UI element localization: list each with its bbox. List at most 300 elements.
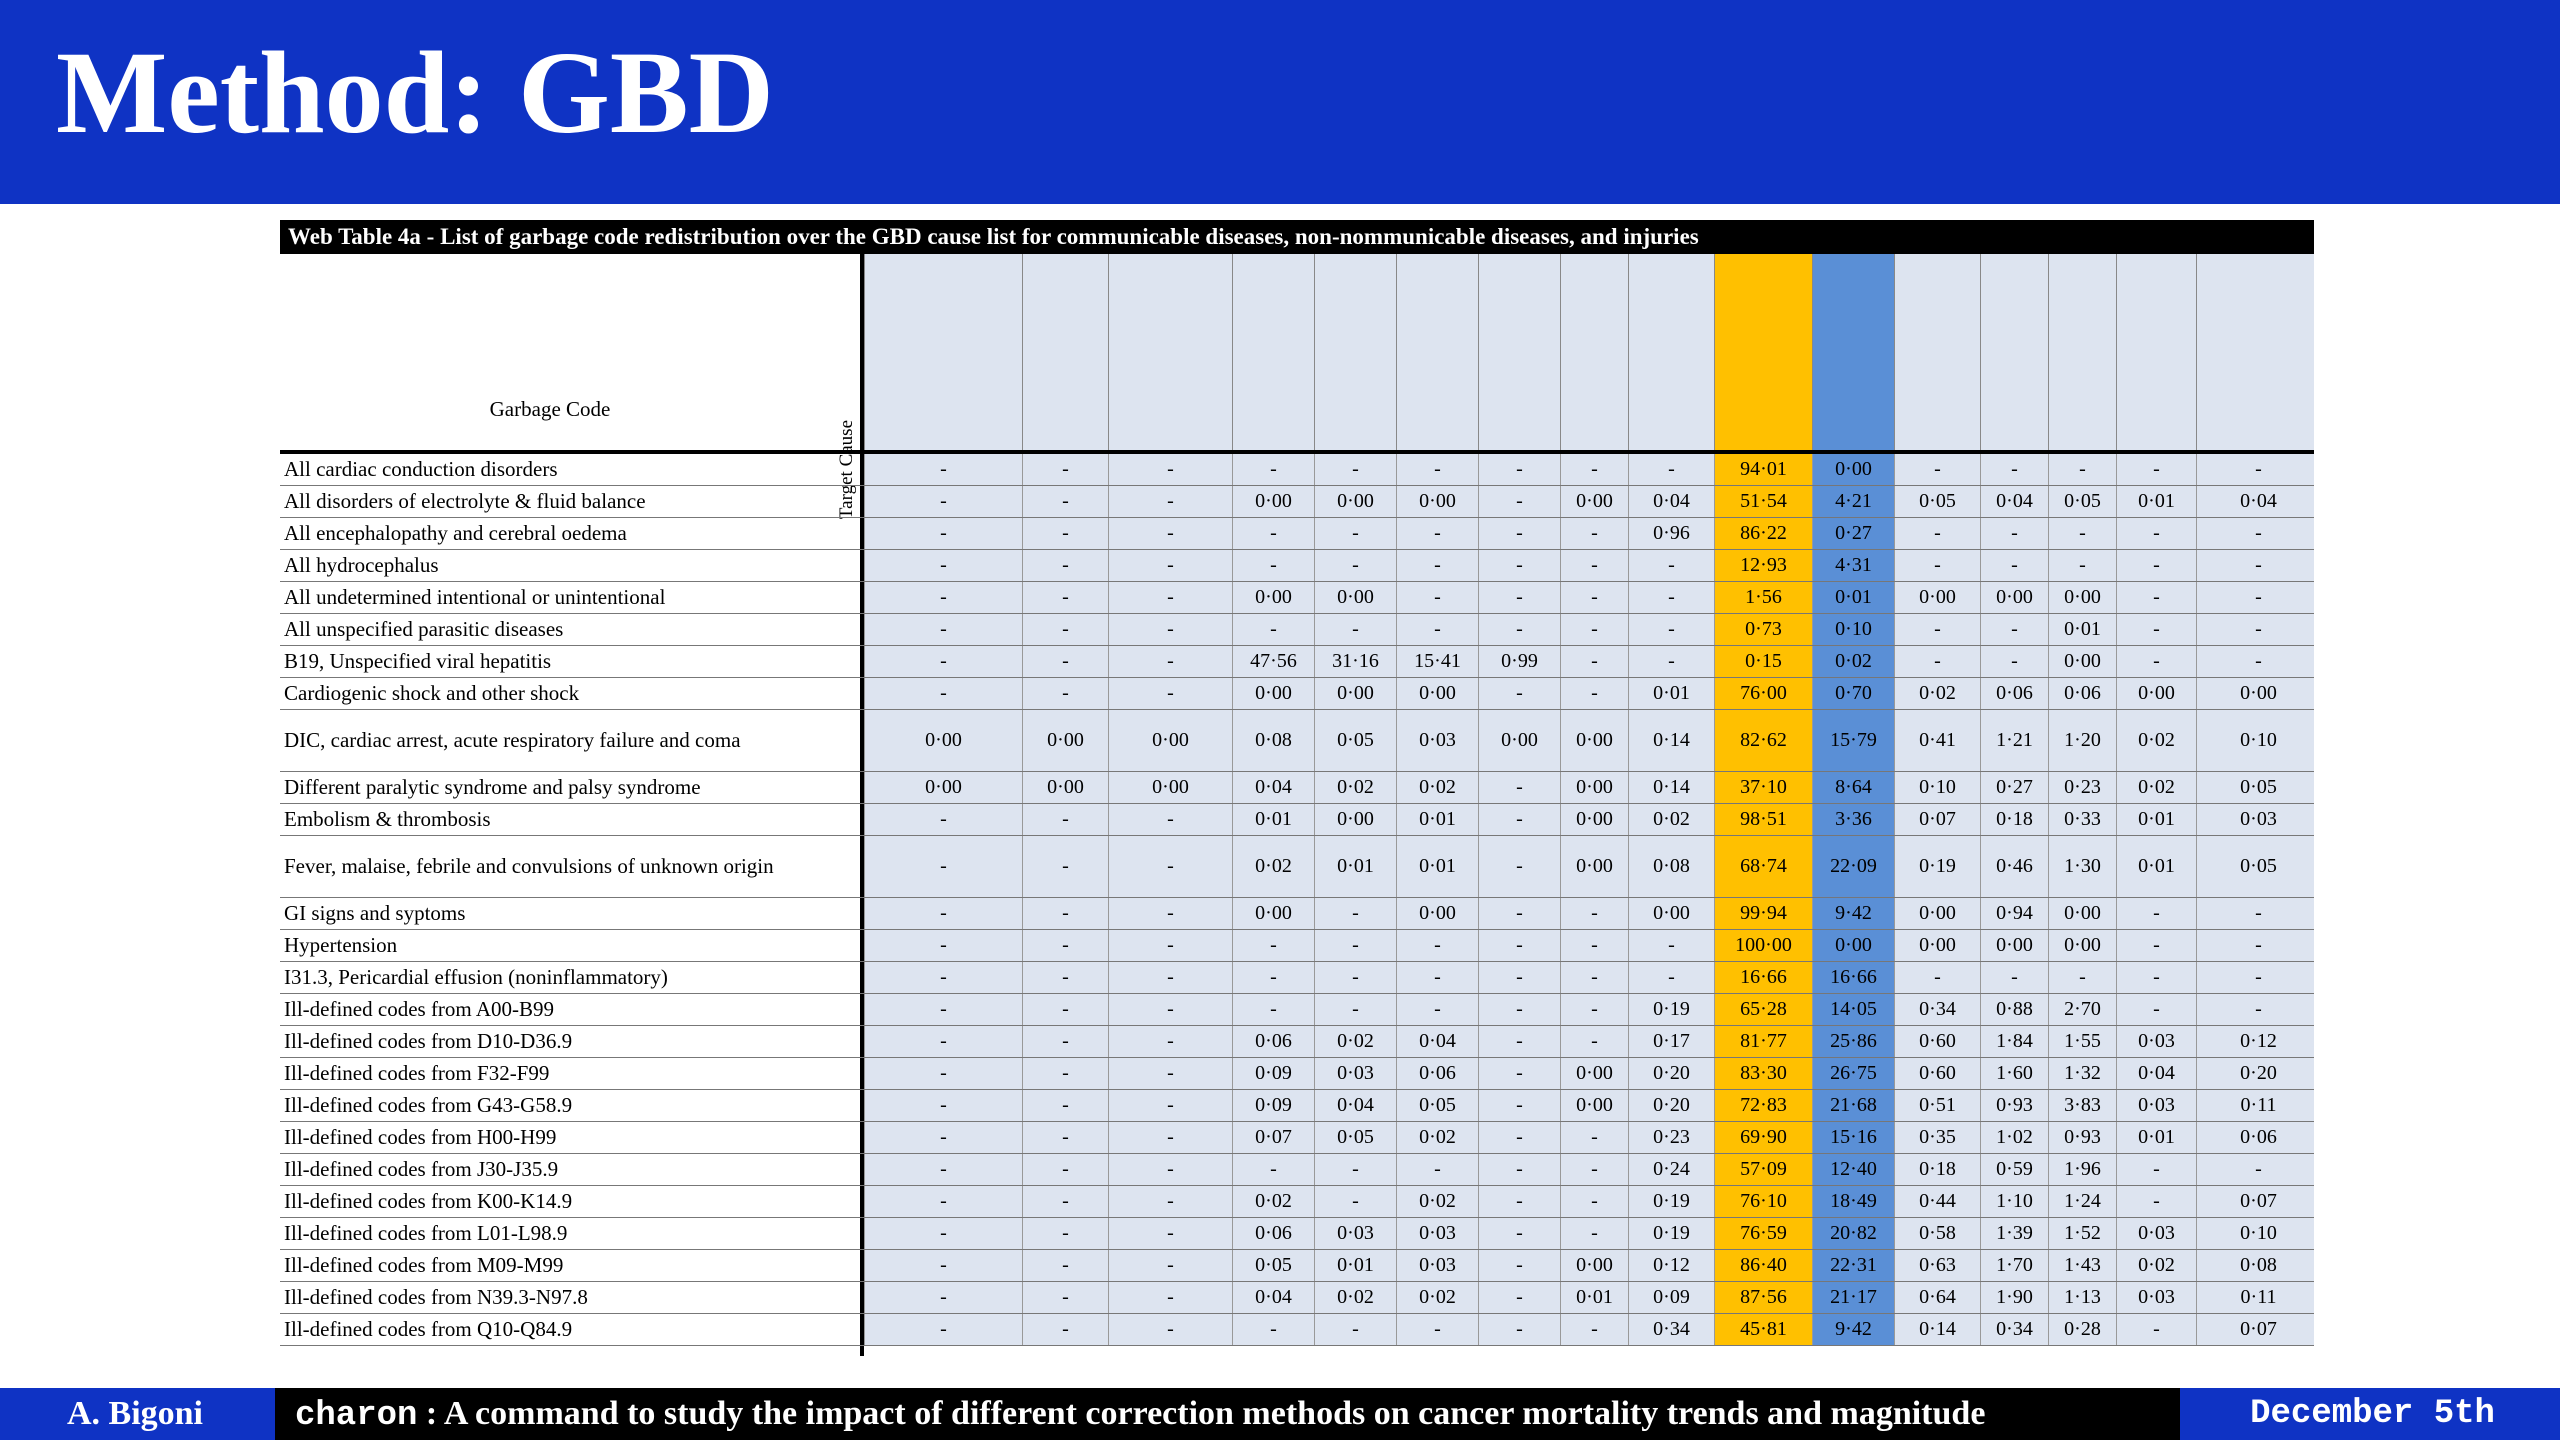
table-cell: -	[1022, 1058, 1108, 1089]
table-cell: -	[1022, 962, 1108, 993]
table-cell: -	[1314, 518, 1396, 549]
table-cell: -	[1232, 930, 1314, 961]
column-header	[2048, 254, 2116, 450]
table-cell: 0·02	[1314, 772, 1396, 803]
table-cell: -	[1396, 614, 1478, 645]
garbage-code-name: Ill-defined codes from M09-M99	[284, 1253, 564, 1277]
table-cell: 0·02	[1314, 1026, 1396, 1057]
table-cell: -	[864, 1154, 1022, 1185]
table-cell: -	[2048, 962, 2116, 993]
table-cell: -	[1980, 550, 2048, 581]
table-cell: -	[864, 1250, 1022, 1281]
table-cell: -	[1022, 1282, 1108, 1313]
table-cell: 82·62	[1714, 710, 1812, 771]
table-cell: 1·10	[1980, 1186, 2048, 1217]
table-cell: 0·01	[1232, 804, 1314, 835]
table-cell: 0·02	[1396, 772, 1478, 803]
table-cell: 0·18	[1980, 804, 2048, 835]
table-cell: -	[1628, 930, 1714, 961]
table-cell: 1·56	[1714, 582, 1812, 613]
garbage-code-name: Ill-defined codes from L01-L98.9	[284, 1221, 568, 1245]
table-cell: 0·07	[2196, 1314, 2314, 1345]
table-cell: 0·41	[1894, 710, 1980, 771]
table-cell: 0·03	[1396, 710, 1478, 771]
table-cell: 0·01	[2116, 804, 2196, 835]
table-cell: -	[2116, 550, 2196, 581]
table-cell: -	[1478, 518, 1560, 549]
table-cell: 0·00	[2048, 582, 2116, 613]
table-cell: -	[1108, 1250, 1232, 1281]
table-cell: 0·04	[1314, 1090, 1396, 1121]
table-cell: -	[1980, 614, 2048, 645]
garbage-code-name: Ill-defined codes from D10-D36.9	[284, 1029, 573, 1053]
garbage-code-name: Hypertension	[284, 933, 398, 957]
table-cell: -	[1560, 1026, 1628, 1057]
table-cell: 1·84	[1980, 1026, 2048, 1057]
table-cell: -	[2116, 994, 2196, 1025]
table-cell: 0·05	[2196, 836, 2314, 897]
table-cell: 0·00	[1232, 486, 1314, 517]
table-cell: -	[1022, 804, 1108, 835]
table-cell: 0·00	[1314, 678, 1396, 709]
table-cell: 0·07	[1894, 804, 1980, 835]
table-cell: 0·34	[1894, 994, 1980, 1025]
table-cell: -	[1022, 486, 1108, 517]
table-cell: 0·02	[1232, 1186, 1314, 1217]
garbage-code-name: GI signs and syptoms	[284, 901, 466, 925]
table-cell: -	[1108, 678, 1232, 709]
table-cell: -	[1108, 1026, 1232, 1057]
table-cell: 0·09	[1232, 1058, 1314, 1089]
table-cell: 1·96	[2048, 1154, 2116, 1185]
table-cell: 94·01	[1714, 454, 1812, 485]
table-cell: -	[1980, 518, 2048, 549]
table-cell: -	[1396, 454, 1478, 485]
table-cell: 0·05	[1314, 710, 1396, 771]
column-header	[1022, 254, 1108, 450]
table-cell: -	[1022, 1122, 1108, 1153]
table-cell: -	[1314, 994, 1396, 1025]
table-cell: -	[1022, 1218, 1108, 1249]
table-cell: 14·05	[1812, 994, 1894, 1025]
table-cell: 0·24	[1628, 1154, 1714, 1185]
table-cell: -	[864, 1090, 1022, 1121]
table-cell: 0·58	[1894, 1218, 1980, 1249]
table-cell: 0·01	[2116, 836, 2196, 897]
garbage-code-name: Ill-defined codes from K00-K14.9	[284, 1189, 573, 1213]
table-cell: 0·03	[1314, 1058, 1396, 1089]
table-cell: -	[1628, 962, 1714, 993]
table-cell: 1·60	[1980, 1058, 2048, 1089]
table-cell: 0·11	[2196, 1090, 2314, 1121]
table-cell: 0·10	[1812, 614, 1894, 645]
table-cell: 57·09	[1714, 1154, 1812, 1185]
table-cell: -	[2196, 550, 2314, 581]
table-cell: -	[1628, 454, 1714, 485]
garbage-code-name: I31.3, Pericardial effusion (noninflammatory)	[284, 965, 668, 989]
table-cell: 0·93	[2048, 1122, 2116, 1153]
table-cell: -	[1232, 1314, 1314, 1345]
table-cell: -	[1478, 582, 1560, 613]
table-row	[280, 582, 2314, 614]
table-cell: 0·10	[2196, 1218, 2314, 1249]
footer-package: charon	[295, 1397, 418, 1435]
table-cell: 0·01	[1396, 836, 1478, 897]
table-cell: -	[1396, 930, 1478, 961]
table-cell: 22·31	[1812, 1250, 1894, 1281]
table-cell: 0·44	[1894, 1186, 1980, 1217]
table-row	[280, 1218, 2314, 1250]
table-cell: 0·00	[864, 772, 1022, 803]
table-cell: -	[2116, 1154, 2196, 1185]
table-cell: 2·70	[2048, 994, 2116, 1025]
table-cell: 65·28	[1714, 994, 1812, 1025]
table-cell: 0·00	[1560, 1250, 1628, 1281]
table-cell: 0·04	[1980, 486, 2048, 517]
table-cell: -	[1560, 962, 1628, 993]
table-cell: -	[864, 898, 1022, 929]
table-cell: 0·01	[1560, 1282, 1628, 1313]
table-cell: 0·06	[1980, 678, 2048, 709]
table-cell: -	[1478, 1282, 1560, 1313]
table-cell: -	[864, 454, 1022, 485]
table-cell: 0·99	[1478, 646, 1560, 677]
table-cell: 0·27	[1812, 518, 1894, 549]
table-cell: 0·03	[2116, 1282, 2196, 1313]
table-cell: 0·00	[1314, 804, 1396, 835]
table-cell: -	[1396, 1314, 1478, 1345]
table-cell: -	[2116, 582, 2196, 613]
table-cell: 0·02	[2116, 772, 2196, 803]
table-cell: 0·02	[1396, 1186, 1478, 1217]
table-cell: -	[1108, 454, 1232, 485]
table-cell: -	[1314, 614, 1396, 645]
table-row	[280, 898, 2314, 930]
table-row	[280, 1026, 2314, 1058]
table-cell: -	[1108, 930, 1232, 961]
column-header	[1108, 254, 1232, 450]
table-cell: 76·59	[1714, 1218, 1812, 1249]
table-cell: 21·68	[1812, 1090, 1894, 1121]
table-cell: -	[1314, 1154, 1396, 1185]
table-cell: 1·43	[2048, 1250, 2116, 1281]
table-cell: 0·02	[1232, 836, 1314, 897]
table-cell: -	[1108, 804, 1232, 835]
table-cell: -	[1560, 582, 1628, 613]
table-cell: 0·00	[1560, 710, 1628, 771]
table-row	[280, 930, 2314, 962]
table-cell: 0·20	[1628, 1058, 1714, 1089]
table-cell: 0·00	[1396, 486, 1478, 517]
garbage-code-name: All unspecified parasitic diseases	[284, 617, 564, 641]
table-cell: 1·13	[2048, 1282, 2116, 1313]
table-cell: 0·02	[1396, 1282, 1478, 1313]
table-cell: -	[1022, 1186, 1108, 1217]
table-cell: -	[2116, 614, 2196, 645]
table-cell: -	[1560, 994, 1628, 1025]
table-cell: 0·14	[1894, 1314, 1980, 1345]
table-cell: -	[2048, 454, 2116, 485]
table-cell: 1·55	[2048, 1026, 2116, 1057]
table-cell: -	[1478, 1186, 1560, 1217]
table-cell: -	[1478, 1058, 1560, 1089]
table-cell: -	[1894, 646, 1980, 677]
table-cell: 0·00	[1980, 582, 2048, 613]
table-cell: -	[1232, 550, 1314, 581]
table-cell: 0·01	[2116, 1122, 2196, 1153]
table-cell: 4·31	[1812, 550, 1894, 581]
table-cell: -	[1894, 962, 1980, 993]
table-cell: 0·06	[1396, 1058, 1478, 1089]
table-cell: -	[1560, 898, 1628, 929]
table-cell: -	[1478, 836, 1560, 897]
table-cell: -	[864, 582, 1022, 613]
table-cell: -	[864, 1026, 1022, 1057]
table-cell: 87·56	[1714, 1282, 1812, 1313]
table-cell: -	[1108, 1314, 1232, 1345]
table-row	[280, 1186, 2314, 1218]
table-cell: 0·00	[2048, 898, 2116, 929]
table-cell: -	[1396, 518, 1478, 549]
garbage-code-label: Garbage Code	[489, 397, 611, 421]
table-cell: -	[1894, 454, 1980, 485]
table-cell: 0·17	[1628, 1026, 1714, 1057]
column-header	[1396, 254, 1478, 450]
column-header-label	[2196, 381, 2206, 450]
table-cell: 100·00	[1714, 930, 1812, 961]
garbage-code-name: Ill-defined codes from A00-B99	[284, 997, 555, 1021]
table-cell: 0·00	[1314, 582, 1396, 613]
garbage-code-name: Ill-defined codes from H00-H99	[284, 1125, 557, 1149]
table-cell: -	[2116, 898, 2196, 929]
table-cell: 0·00	[2048, 930, 2116, 961]
table-image	[280, 220, 2314, 1356]
garbage-code-name: Embolism & thrombosis	[284, 807, 491, 831]
table-cell: -	[1560, 1314, 1628, 1345]
table-cell: 0·51	[1894, 1090, 1980, 1121]
table-cell: -	[1108, 1218, 1232, 1249]
garbage-code-name: Different paralytic syndrome and palsy syndrome	[284, 775, 701, 799]
table-cell: -	[2196, 614, 2314, 645]
table-cell: -	[1478, 994, 1560, 1025]
table-row	[280, 454, 2314, 486]
slide-header	[0, 0, 2560, 204]
table-caption: Web Table 4a - List of garbage code redistribution over the GBD cause list for communicable diseases, non-nommunicable diseases, and injuries	[280, 220, 2314, 254]
table-cell: -	[1108, 962, 1232, 993]
table-cell: 0·09	[1232, 1090, 1314, 1121]
table-cell: -	[864, 646, 1022, 677]
table-cell: 18·49	[1812, 1186, 1894, 1217]
table-cell: 0·08	[1628, 836, 1714, 897]
table-cell: -	[1478, 1122, 1560, 1153]
table-cell: 0·59	[1980, 1154, 2048, 1185]
table-cell: -	[1560, 614, 1628, 645]
table-cell: -	[864, 1282, 1022, 1313]
garbage-code-name: Fever, malaise, febrile and convulsions of unknown origin	[284, 854, 774, 878]
table-cell: 0·11	[2196, 1282, 2314, 1313]
table-cell: 0·12	[2196, 1026, 2314, 1057]
column-header	[1980, 254, 2048, 450]
table-cell: -	[864, 486, 1022, 517]
table-cell: 0·02	[1628, 804, 1714, 835]
table-cell: 0·03	[2116, 1218, 2196, 1249]
table-cell: 16·66	[1714, 962, 1812, 993]
table-cell: -	[1108, 486, 1232, 517]
table-cell: 0·02	[1894, 678, 1980, 709]
table-cell: -	[864, 994, 1022, 1025]
table-cell: -	[1560, 930, 1628, 961]
table-cell: -	[1478, 804, 1560, 835]
table-cell: -	[1022, 1250, 1108, 1281]
table-cell: 1·39	[1980, 1218, 2048, 1249]
table-cell: 0·01	[1812, 582, 1894, 613]
table-cell: -	[2116, 454, 2196, 485]
table-cell: -	[2116, 646, 2196, 677]
table-cell: 1·21	[1980, 710, 2048, 771]
table-cell: -	[1560, 1154, 1628, 1185]
table-cell: -	[2196, 930, 2314, 961]
table-cell: 0·04	[1396, 1026, 1478, 1057]
column-header	[1560, 254, 1628, 450]
table-cell: 0·96	[1628, 518, 1714, 549]
table-cell: 98·51	[1714, 804, 1812, 835]
table-cell: -	[1628, 550, 1714, 581]
table-cell: 0·23	[2048, 772, 2116, 803]
table-cell: -	[1108, 614, 1232, 645]
table-cell: 45·81	[1714, 1314, 1812, 1345]
column-header	[1812, 254, 1894, 450]
table-cell: -	[1314, 454, 1396, 485]
column-header	[2116, 254, 2196, 450]
table-cell: 0·00	[2048, 646, 2116, 677]
table-cell: 0·04	[1628, 486, 1714, 517]
table-cell: -	[1022, 994, 1108, 1025]
table-cell: -	[1396, 962, 1478, 993]
table-cell: 0·19	[1894, 836, 1980, 897]
table-cell: 9·42	[1812, 1314, 1894, 1345]
table-cell: 1·52	[2048, 1218, 2116, 1249]
garbage-code-name: All undetermined intentional or unintentional	[284, 585, 666, 609]
column-header	[1314, 254, 1396, 450]
table-cell: 72·83	[1714, 1090, 1812, 1121]
column-header	[864, 254, 1022, 450]
table-cell: -	[1108, 1058, 1232, 1089]
table-row	[280, 1122, 2314, 1154]
table-cell: -	[864, 1122, 1022, 1153]
table-cell: 0·27	[1980, 772, 2048, 803]
table-cell: 0·14	[1628, 772, 1714, 803]
table-cell: -	[2048, 518, 2116, 549]
table-cell: 15·41	[1396, 646, 1478, 677]
table-cell: 1·24	[2048, 1186, 2116, 1217]
table-cell: -	[1232, 454, 1314, 485]
table-cell: -	[1108, 646, 1232, 677]
table-cell: -	[1022, 550, 1108, 581]
table-cell: -	[864, 678, 1022, 709]
garbage-code-name: Ill-defined codes from G43-G58.9	[284, 1093, 573, 1117]
table-cell: -	[1022, 930, 1108, 961]
table-cell: 0·02	[2116, 1250, 2196, 1281]
table-cell: 0·18	[1894, 1154, 1980, 1185]
table-cell: -	[1478, 1154, 1560, 1185]
table-cell: -	[1478, 1090, 1560, 1121]
column-header	[1894, 254, 1980, 450]
table-cell: 0·23	[1628, 1122, 1714, 1153]
table-cell: -	[2116, 930, 2196, 961]
table-cell: 12·40	[1812, 1154, 1894, 1185]
table-cell: -	[1232, 962, 1314, 993]
table-cell: -	[1478, 772, 1560, 803]
table-cell: -	[1232, 614, 1314, 645]
table-row	[280, 994, 2314, 1026]
table-cell: -	[1396, 582, 1478, 613]
table-cell: -	[1232, 1154, 1314, 1185]
table-cell: 1·30	[2048, 836, 2116, 897]
table-cell: -	[1980, 962, 2048, 993]
column-header	[1714, 254, 1812, 450]
table-cell: -	[864, 1218, 1022, 1249]
table-cell: -	[864, 962, 1022, 993]
column-header	[1478, 254, 1560, 450]
table-cell: 83·30	[1714, 1058, 1812, 1089]
table-cell: -	[1314, 930, 1396, 961]
table-cell: -	[1478, 1250, 1560, 1281]
table-cell: -	[2116, 962, 2196, 993]
table-cell: 1·90	[1980, 1282, 2048, 1313]
table-cell: 0·00	[1022, 710, 1108, 771]
garbage-code-name: All encephalopathy and cerebral oedema	[284, 521, 627, 545]
table-cell: -	[1232, 994, 1314, 1025]
table-cell: -	[864, 804, 1022, 835]
table-cell: 0·60	[1894, 1058, 1980, 1089]
table-cell: -	[1314, 1314, 1396, 1345]
table-cell: -	[1478, 1218, 1560, 1249]
table-cell: 1·32	[2048, 1058, 2116, 1089]
table-cell: -	[1314, 1186, 1396, 1217]
table-cell: 0·00	[1560, 1090, 1628, 1121]
slide-footer	[0, 1388, 2560, 1440]
table-cell: 0·00	[1314, 486, 1396, 517]
table-cell: -	[1232, 518, 1314, 549]
table-cell: 81·77	[1714, 1026, 1812, 1057]
table-cell: 1·70	[1980, 1250, 2048, 1281]
table-cell: 15·16	[1812, 1122, 1894, 1153]
table-cell: 16·66	[1812, 962, 1894, 993]
table-cell: 0·03	[1314, 1218, 1396, 1249]
table-cell: 21·17	[1812, 1282, 1894, 1313]
table-cell: -	[1108, 1090, 1232, 1121]
table-cell: 0·35	[1894, 1122, 1980, 1153]
table-cell: -	[2196, 518, 2314, 549]
table-cell: 51·54	[1714, 486, 1812, 517]
table-cell: 0·01	[2116, 486, 2196, 517]
table-cell: -	[1478, 550, 1560, 581]
table-cell: 0·01	[2048, 614, 2116, 645]
table-cell: 0·88	[1980, 994, 2048, 1025]
table-cell: -	[1022, 836, 1108, 897]
table-cell: -	[1396, 994, 1478, 1025]
table-cell: 0·00	[1812, 930, 1894, 961]
table-cell: -	[1478, 1026, 1560, 1057]
table-cell: 0·04	[2116, 1058, 2196, 1089]
table-cell: 0·00	[864, 710, 1022, 771]
table-cell: 0·05	[1314, 1122, 1396, 1153]
table-cell: -	[2116, 1186, 2196, 1217]
table-cell: -	[1022, 1026, 1108, 1057]
table-cell: 0·05	[2196, 772, 2314, 803]
table-cell: -	[2196, 1154, 2314, 1185]
table-cell: 0·04	[1232, 1282, 1314, 1313]
